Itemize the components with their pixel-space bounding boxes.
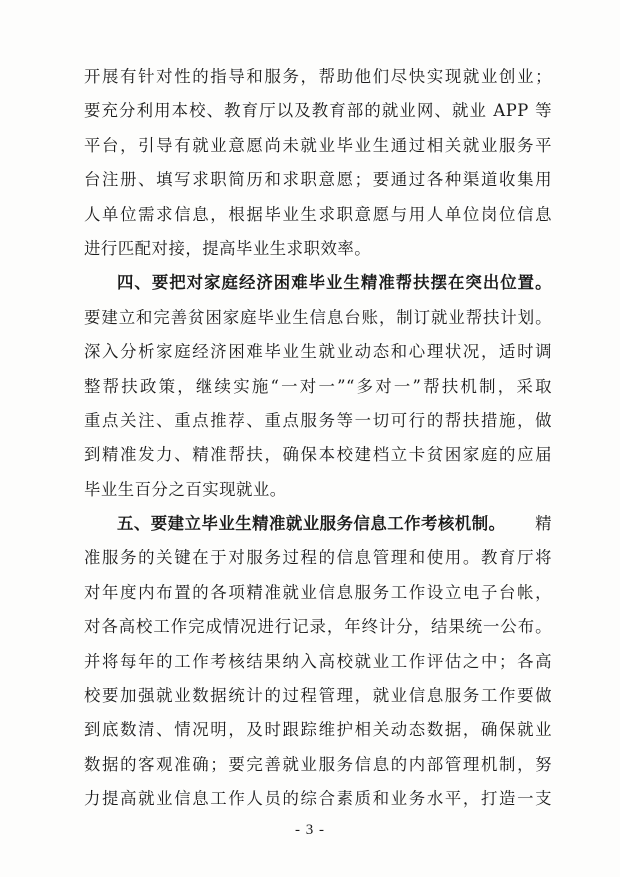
section-heading-4: 四、要把对家庭经济困难毕业生精准帮扶摆在突出位置。: [117, 273, 552, 293]
section-5-first-line: [84, 507, 552, 541]
paragraph-line: 毕业生百分之百实现就业。: [84, 479, 287, 499]
paragraph-line: 重点关注、重点推荐、重点服务等一切可行的帮扶措施，做: [84, 410, 552, 430]
paragraph-line: 要建立和完善贫困家庭毕业生信息台账，制订就业帮扶计划。: [84, 307, 552, 327]
paragraph-line: 准服务的关键在于对服务过程的信息管理和使用。教育厅将: [84, 548, 552, 568]
document-body: [84, 60, 552, 817]
paragraph-line: 数据的客观准确；要完善就业服务信息的内部管理机制，努: [84, 754, 552, 774]
paragraph-line: 要充分利用本校、教育厅以及教育部的就业网、就业 APP 等: [84, 101, 552, 121]
paragraph-line: 进行匹配对接，提高毕业生求职效率。: [84, 238, 372, 258]
paragraph-line: 对各高校工作完成情况进行记录，年终计分，结果统一公布。: [84, 617, 552, 637]
paragraph-line: 到精准发力、精准帮扶，确保本校建档立卡贫困家庭的应届: [84, 445, 552, 465]
page-number: - 3 -: [295, 822, 325, 838]
paragraph-line: 到底数清、情况明，及时跟踪维护相关动态数据，确保就业: [84, 720, 552, 740]
section-heading-5: 五、要建立毕业生精准就业服务信息工作考核机制。: [117, 514, 506, 534]
paragraph-line: 台注册、填写求职简历和求职意愿；要通过各种渠道收集用: [84, 170, 552, 190]
paragraph-line: 并将每年的工作考核结果纳入高校就业工作评估之中；各高: [84, 651, 552, 671]
paragraph-line: 开展有针对性的指导和服务，帮助他们尽快实现就业创业；: [84, 67, 552, 86]
paragraph-line: 人单位需求信息，根据毕业生求职意愿与用人单位岗位信息: [84, 204, 552, 224]
paragraph-line: 对年度内布置的各项精准就业信息服务工作设立电子台帐，: [84, 582, 552, 602]
paragraph-line: 平台，引导有就业意愿尚未就业毕业生通过相关就业服务平: [84, 135, 552, 155]
paragraph-line: 力提高就业信息工作人员的综合素质和业务水平，打造一支: [84, 789, 552, 809]
paragraph-line: 校要加强就业数据统计的过程管理，就业信息服务工作要做: [84, 686, 552, 706]
paragraph-text: 精: [535, 514, 552, 534]
paragraph-line: 整帮扶政策，继续实施“一对一”“多对一”帮扶机制，采取: [84, 376, 552, 396]
paragraph-line: 深入分析家庭经济困难毕业生就业动态和心理状况，适时调: [84, 342, 552, 362]
